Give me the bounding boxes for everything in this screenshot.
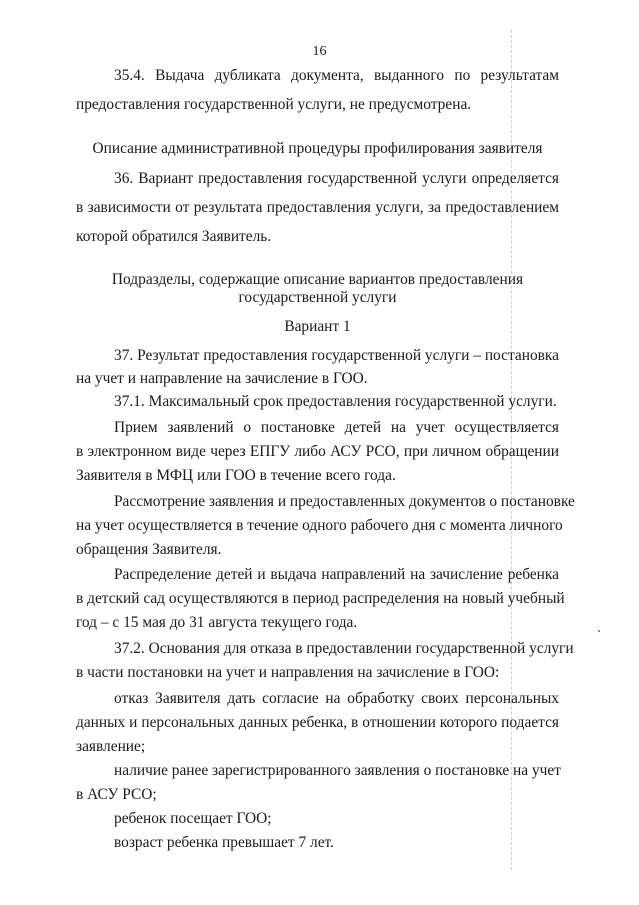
paragraph-review-line-1: Рассмотрение заявления и предоставленных документов о постановке xyxy=(114,493,575,510)
paragraph-36-line-2: в зависимости от результата предоставления услуги, за предоставлением xyxy=(76,199,559,216)
section-heading-profiling: Описание административной процедуры профилирования заявителя xyxy=(92,140,543,157)
refusal-reason-1-line-1: отказ Заявителя дать согласие на обработку своих персональных xyxy=(114,690,559,707)
refusal-reason-2-line-1: наличие ранее зарегистрированного заявления о постановке на учет xyxy=(114,762,561,779)
paragraph-35-4-line-2: предоставления государственной услуги, не предусмотрена. xyxy=(76,96,472,113)
paragraph-37-line-2: на учет и направление на зачисление в ГОО. xyxy=(76,370,368,387)
page-number: 16 xyxy=(312,44,327,59)
scan-speck xyxy=(598,630,600,632)
paragraph-35-4-line-1: 35.4. Выдача дубликата документа, выданного по результатам xyxy=(114,67,559,84)
paragraph-37-2-line-1: 37.2. Основания для отказа в предоставлении государственной услуги xyxy=(114,640,574,657)
refusal-reason-2-line-2: в АСУ РСО; xyxy=(76,786,157,803)
paragraph-reception-line-2: в электронном виде через ЕПГУ либо АСУ РСО, при личном обращении xyxy=(76,443,559,460)
paragraph-review-line-2: на учет осуществляется в течение одного рабочего дня с момента личного xyxy=(76,517,563,534)
refusal-reason-1-line-3: заявление; xyxy=(76,738,146,755)
subsection-heading-line-2: государственной услуги xyxy=(238,289,397,306)
paragraph-36-line-1: 36. Вариант предоставления государственной услуги определяется xyxy=(114,170,559,187)
paragraph-distribution-line-1: Распределение детей и выдача направлений на зачисление ребенка xyxy=(114,566,559,583)
paragraph-36-line-3: которой обратился Заявитель. xyxy=(76,228,272,245)
paragraph-distribution-line-2: в детский сад осуществляются в период распределения на новый учебный xyxy=(76,590,565,607)
paragraph-reception-line-1: Прием заявлений о постановке детей на учет осуществляется xyxy=(114,419,559,436)
refusal-reason-3: ребенок посещает ГОО; xyxy=(114,810,272,827)
subsection-heading-line-1: Подразделы, содержащие описание вариантов предоставления xyxy=(111,271,524,288)
paragraph-37-2-line-2: в части постановки на учет и направления на зачисление в ГОО: xyxy=(76,664,500,681)
variant-heading: Вариант 1 xyxy=(284,318,351,335)
paragraph-distribution-line-3: год – с 15 мая до 31 августа текущего года. xyxy=(76,614,358,631)
refusal-reason-4: возраст ребенка превышает 7 лет. xyxy=(114,834,334,851)
paragraph-37-line-1: 37. Результат предоставления государственной услуги – постановка xyxy=(114,347,559,364)
paragraph-37-1: 37.1. Максимальный срок предоставления государственной услуги. xyxy=(114,393,557,410)
paragraph-review-line-3: обращения Заявителя. xyxy=(76,541,222,558)
refusal-reason-1-line-2: данных и персональных данных ребенка, в отношении которого подается xyxy=(76,714,559,731)
paragraph-reception-line-3: Заявителя в МФЦ или ГОО в течение всего года. xyxy=(76,467,396,484)
